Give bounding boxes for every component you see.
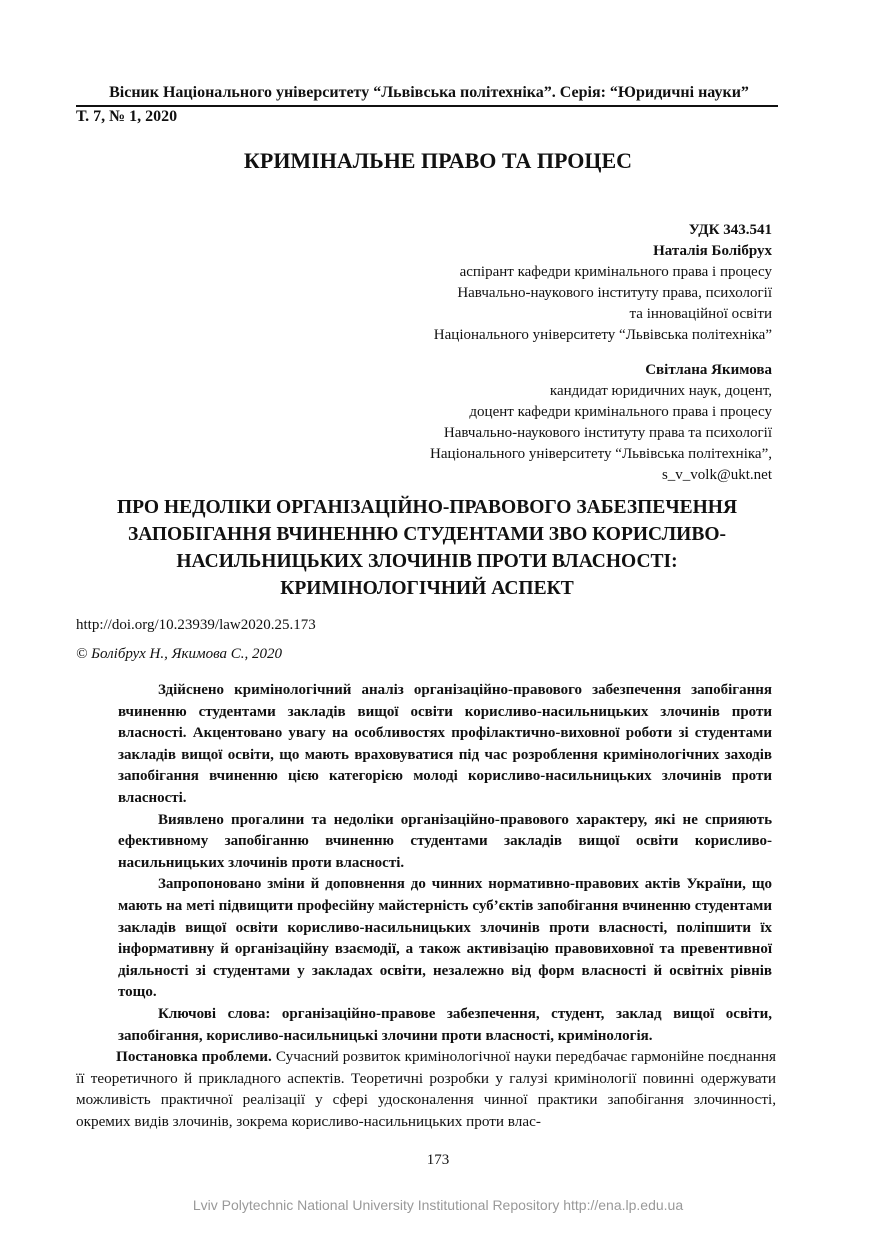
author2-affiliation-line: кандидат юридичних наук, доцент, <box>549 383 772 399</box>
repository-footer: Lviv Polytechnic National University Institutional Repository http://ena.lp.edu.ua <box>192 1197 684 1213</box>
author2-affiliation-line: Національного університету “Львівська політехніка”, <box>430 446 772 462</box>
author2-affiliation-line: доцент кафедри кримінального права і процесу <box>469 404 772 420</box>
keywords: Ключові слова: організаційно-правове забезпечення, студент, заклад вищої освіти, запобігання, корисливо-насильницькі злочини проти власності, кримінологія. <box>118 1005 772 1044</box>
author1-affiliation-line: та інноваційної освіти <box>629 306 772 322</box>
author-block <box>430 220 772 486</box>
author1-affiliation-line: Навчально-наукового інституту права, психології <box>457 285 772 301</box>
doi-link[interactable]: http://doi.org/10.23939/law2020.25.173 <box>76 617 316 633</box>
author1-name: Наталія Болібрух <box>653 243 772 259</box>
section-title: КРИМІНАЛЬНЕ ПРАВО ТА ПРОЦЕС <box>243 148 633 173</box>
page-number: 173 <box>426 1152 450 1168</box>
title-line: ПРО НЕДОЛІКИ ОРГАНІЗАЦІЙНО-ПРАВОВОГО ЗАБЕЗПЕЧЕННЯ <box>116 497 738 518</box>
copyright: © Болібрух Н., Якимова С., 2020 <box>76 646 282 662</box>
title-line: ЗАПОБІГАННЯ ВЧИНЕННЮ СТУДЕНТАМИ ЗВО КОРИСЛИВО- <box>127 524 726 545</box>
author2-name: Світлана Якимова <box>645 362 772 378</box>
udc-code: УДК 343.541 <box>688 222 772 238</box>
author1-affiliation-line: аспірант кафедри кримінального права і процесу <box>459 264 772 280</box>
title-line: НАСИЛЬНИЦЬКИХ ЗЛОЧИНІВ ПРОТИ ВЛАСНОСТІ: <box>176 551 678 572</box>
volume-issue: Т. 7, № 1, 2020 <box>76 108 178 125</box>
body-lead: Постановка проблеми. <box>116 1048 272 1065</box>
article-title <box>76 494 778 602</box>
abstract <box>118 680 772 1047</box>
body-text: Сучасний розвиток кримінологічної науки передбачає гармонійне поєднання її теоретичного й прикладного аспектів. Теоретичні розробки у галузі кримінології повинні одержувати можливість практичної реалізації у сфері удосконалення чинної практики запобігання злочинності, окремих видів злочинів, зокрема корисливо-насильницьких проти влас- <box>76 1048 776 1130</box>
author2-email: s_v_volk@ukt.net <box>661 467 772 483</box>
title-line: КРИМІНОЛОГІЧНИЙ АСПЕКТ <box>280 578 574 599</box>
abstract-paragraph: Здійснено кримінологічний аналіз організаційно-правового забезпечення запобігання вчиненню студентами закладів вищої освіти корисливо-насильницьких злочинів проти власності. Акцентовано увагу на особливостях профілактично-виховної роботи зі студентами закладів вищої освіти, що мають враховуватися під час розроблення кримінологічних заходів запобігання вчиненню цією категорією молоді корисливо-насильницьких злочинів проти власності. <box>118 682 772 806</box>
author-spacer <box>430 346 772 360</box>
abstract-paragraph: Запропоновано зміни й доповнення до чинних нормативно-правових актів України, що мають на меті підвищити професійну майстерність суб’єктів запобігання вчиненню студентами закладів вищої освіти корисливо-насильницьких злочинів проти власності, поліпшити їх інформативну й організаційну взаємодії, а також активізацію правовиховної та превентивної діяльності зі студентами у закладах освіти, незалежно від форм власності й освітніх рівнів тощо. <box>118 876 772 1001</box>
header-rule <box>76 105 778 107</box>
author2-affiliation-line: Навчально-наукового інституту права та психології <box>443 425 772 441</box>
body-paragraph <box>76 1046 776 1132</box>
journal-header: Вісник Національного університету “Львівська політехніка”. Серія: “Юридичні науки” <box>109 84 749 101</box>
author1-affiliation-line: Національного університету “Львівська політехніка” <box>433 327 772 343</box>
abstract-paragraph: Виявлено прогалини та недоліки організаційно-правового характеру, які не сприяють ефективному запобіганню вчиненню студентами закладів вищої освіти корисливо-насильницьких злочинів проти власності. <box>118 811 772 871</box>
